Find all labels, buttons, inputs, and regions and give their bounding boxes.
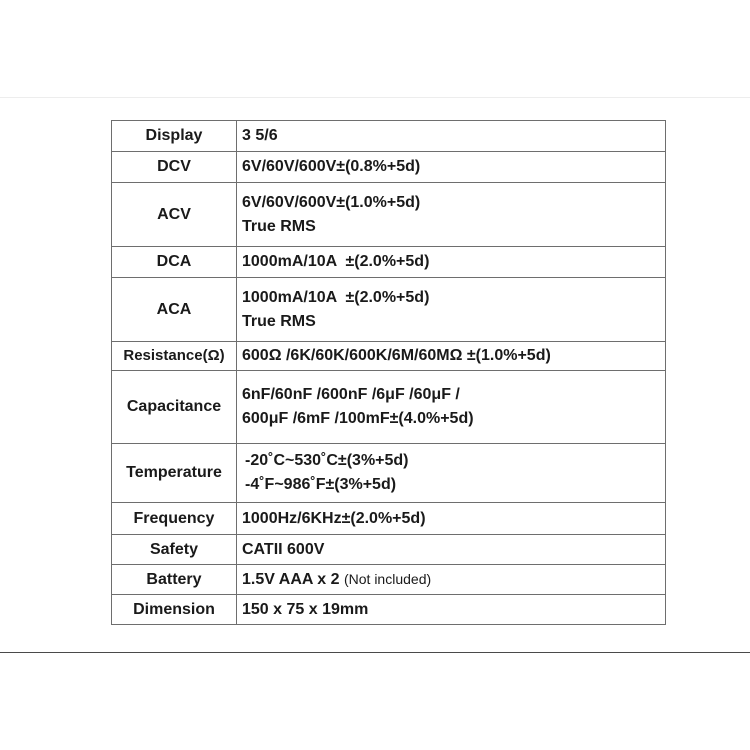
table-row xyxy=(112,535,666,565)
value-line: 150 x 75 x 19mm xyxy=(242,600,369,618)
value-line: 3 5/6 xyxy=(242,127,278,144)
row-value-dimension xyxy=(237,595,666,625)
table-row xyxy=(112,121,666,152)
value-line: 1000mA/10A ±(2.0%+5d) xyxy=(242,253,430,270)
row-label-safety: Safety xyxy=(112,535,237,565)
row-value-acv xyxy=(237,183,666,247)
table-row xyxy=(112,503,666,535)
row-label-capacitance: Capacitance xyxy=(112,371,237,444)
row-label-battery: Battery xyxy=(112,565,237,595)
table-row xyxy=(112,278,666,342)
value-line: 1000mA/10A ±(2.0%+5d) xyxy=(242,288,430,306)
row-value-frequency xyxy=(237,503,666,535)
top-divider xyxy=(0,97,750,98)
table-row xyxy=(112,371,666,444)
value-line: -20˚C~530˚C±(3%+5d) xyxy=(245,452,409,469)
bottom-divider xyxy=(0,652,750,653)
row-value-capacitance xyxy=(237,371,666,444)
value-line: 6nF/60nF /600nF /6μF /60μF / xyxy=(242,386,460,403)
row-label-aca: ACA xyxy=(112,278,237,342)
row-value-resistance xyxy=(237,342,666,371)
value-line: 6V/60V/600V±(1.0%+5d) xyxy=(242,193,421,211)
row-label-dca: DCA xyxy=(112,247,237,278)
value-line: 600μF /6mF /100mF±(4.0%+5d) xyxy=(242,410,474,427)
value-line: 600Ω /6K/60K/600K/6M/60MΩ ±(1.0%+5d) xyxy=(242,347,551,364)
table-row xyxy=(112,342,666,371)
value-line: CATII 600V xyxy=(242,540,325,558)
table-row xyxy=(112,247,666,278)
row-label-frequency: Frequency xyxy=(112,503,237,535)
table-row xyxy=(112,444,666,503)
value-line xyxy=(242,567,665,592)
table-row xyxy=(112,565,666,595)
row-value-display xyxy=(237,121,666,152)
battery-note: (Not included) xyxy=(343,571,432,587)
row-value-safety xyxy=(237,535,666,565)
row-label-display: Display xyxy=(112,121,237,152)
table-row xyxy=(112,183,666,247)
spec-table xyxy=(111,120,666,625)
row-value-battery xyxy=(237,565,666,595)
row-value-aca xyxy=(237,278,666,342)
row-label-resistance: Resistance(Ω) xyxy=(112,342,237,371)
value-line: True RMS xyxy=(242,312,316,330)
value-line: True RMS xyxy=(242,217,316,235)
value-line: -4˚F~986˚F±(3%+5d) xyxy=(245,476,397,493)
row-value-dcv xyxy=(237,152,666,183)
value-line: 6V/60V/600V±(0.8%+5d) xyxy=(242,158,421,175)
row-value-dca xyxy=(237,247,666,278)
battery-spec: 1.5V AAA x 2 xyxy=(242,571,340,588)
row-label-dcv: DCV xyxy=(112,152,237,183)
row-value-temperature xyxy=(237,444,666,503)
table-row xyxy=(112,595,666,625)
value-line: 1000Hz/6KHz±(2.0%+5d) xyxy=(242,509,426,527)
row-label-dimension: Dimension xyxy=(112,595,237,625)
table-row xyxy=(112,152,666,183)
row-label-acv: ACV xyxy=(112,183,237,247)
row-label-temperature: Temperature xyxy=(112,444,237,503)
